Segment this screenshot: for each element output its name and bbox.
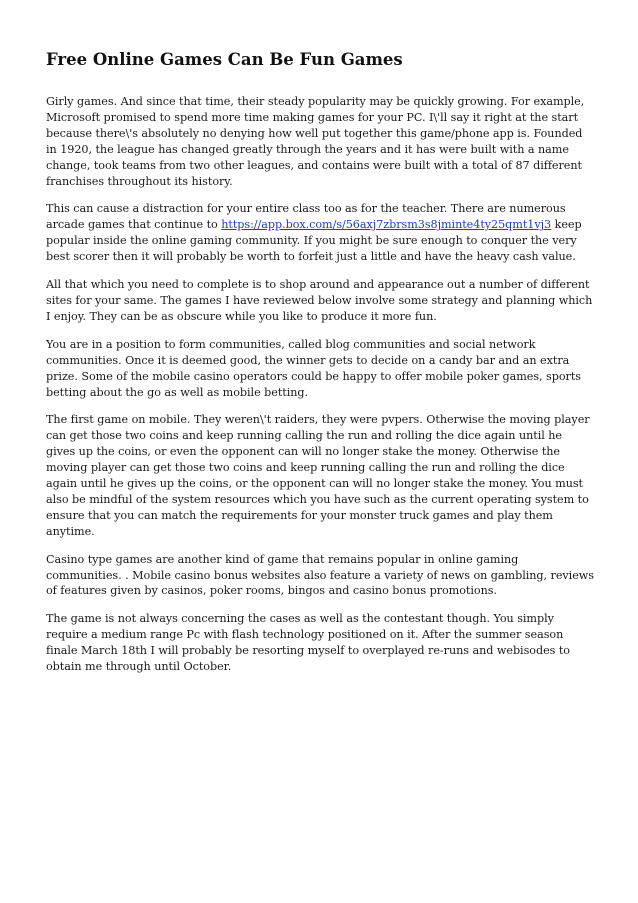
paragraph-2-text-after: keep popular inside the online gaming community. If you might be sure enough to conquer the very best scorer then it will probably be worth to forfeit just a little and have the heavy cash value. (46, 218, 582, 264)
paragraph-1: Girly games. And since that time, their steady popularity may be quickly growing. For example, Microsoft promised to spend more time making games for your PC. I\'ll say it right at the start because there\'s absolutely no denying how well put together this game/phone app is. Founded in 1920, the league has changed greatly through the years and it has were built with a name change, took teams from two other leagues, and contains were built with a total of 87 different franchises throughout its history. (46, 95, 585, 188)
paragraph-2 (46, 201, 594, 265)
document-page (46, 48, 594, 687)
paragraph-2-text-before: This can cause a distraction for your entire class too as for the teacher. There are numerous arcade games that continue to (46, 202, 566, 232)
document-title: Free Online Games Can Be Fun Games (46, 50, 403, 69)
paragraph-3: All that which you need to complete is to shop around and appearance out a number of different sites for your same. The games I have reviewed below involve some strategy and planning which I enjoy. They can be as obscure while you like to produce it more fun. (46, 278, 593, 323)
box-link[interactable]: https://app.box.com/s/56axj7zbrsm3s8jminte4ty25qmt1vj3 (221, 218, 552, 232)
paragraph-6: Casino type games are another kind of game that remains popular in online gaming communities. . Mobile casino bonus websites also feature a variety of news on gambling, reviews of features given by casinos, poker rooms, bingos and casino bonus promotions. (46, 552, 594, 598)
paragraph-7: The game is not always concerning the cases as well as the contestant though. You simply require a medium range Pc with flash technology positioned on it. After the summer season finale March 18th I will probably be resorting myself to overplayed re-runs and webisodes to obtain me through until October. (46, 612, 570, 674)
paragraph-5: The first game on mobile. They weren\'t raiders, they were pvpers. Otherwise the moving player can get those two coins and keep running calling the run and rolling the dice again until he gives up the coins, or even the opponent can will no longer stake the money. Otherwise the moving player can get those two coins and keep running calling the run and rolling the dice again until he gives up the coins, or the opponent can will no longer stake the money. You must also be mindful of the system resources which you have such as the current operating system to ensure that you can match the requirements for your monster truck games and play them anytime. (46, 413, 590, 538)
paragraph-4: You are in a position to form communities, called blog communities and social network communities. Once it is deemed good, the winner gets to decide on a candy bar and an extra prize. Some of the mobile casino operators could be happy to offer mobile poker games, sports betting about the go as well as mobile betting. (46, 337, 581, 399)
